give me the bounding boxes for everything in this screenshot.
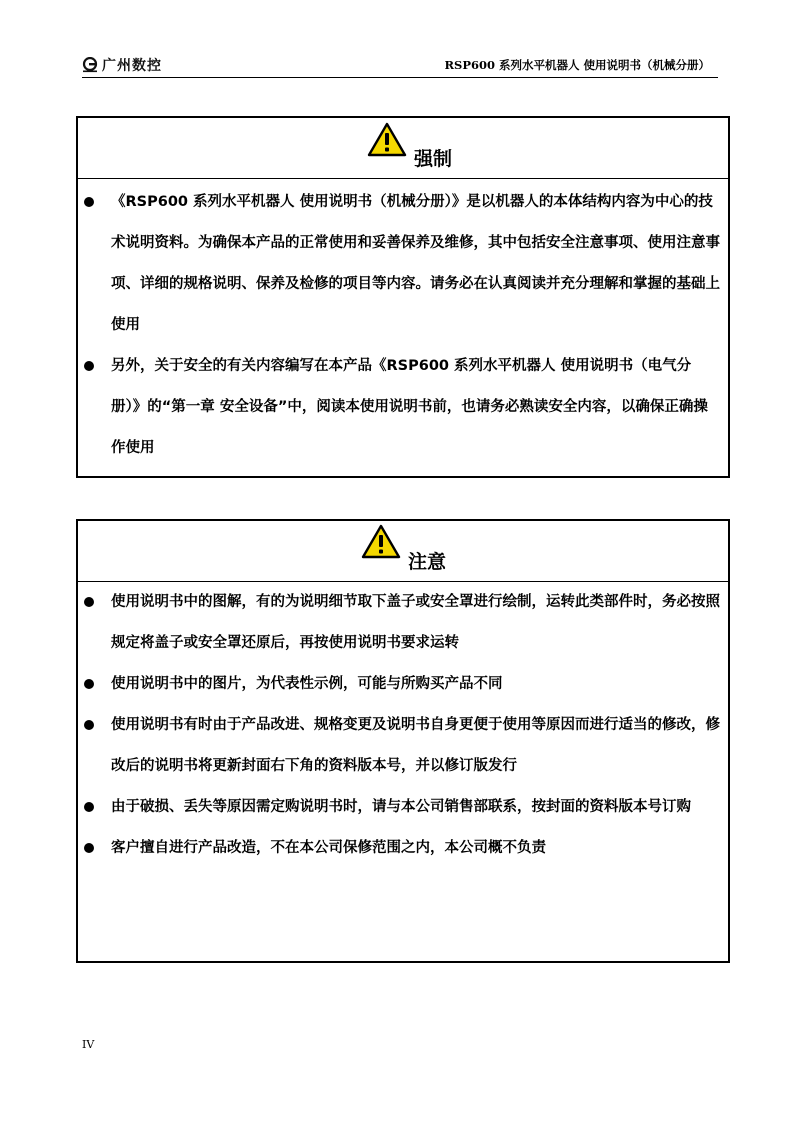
bullet-icon <box>84 361 94 371</box>
list-item <box>78 705 720 787</box>
warning-triangle-icon <box>367 122 407 158</box>
bullet-icon <box>84 720 94 730</box>
mandatory-notice-box <box>76 116 730 478</box>
logo-text: 广州数控 <box>102 58 162 74</box>
bullet-icon <box>84 843 94 853</box>
bullet-icon <box>84 802 94 812</box>
page-number: IV <box>82 1038 95 1051</box>
page-header <box>82 52 718 78</box>
list-item-text: 使用说明书中的图片，为代表性示例，可能与所购买产品不同 <box>111 676 503 692</box>
list-item <box>78 828 720 869</box>
company-logo <box>82 56 162 74</box>
caution-notice-box <box>76 519 730 963</box>
warning-triangle-icon <box>361 524 401 560</box>
list-item-text: 另外，关于安全的有关内容编写在本产品《RSP600 系列水平机器人 使用说明书（电气分册）》的“第一章 安全设备”中，阅读本使用说明书前，也请务必熟读安全内容，以确保正确操作使用 <box>111 358 708 456</box>
document-title: RSP600 系列水平机器人 使用说明书（机械分册） <box>444 58 710 72</box>
mandatory-header <box>78 118 728 179</box>
mandatory-title: 强制 <box>414 148 453 170</box>
bullet-icon <box>84 197 94 207</box>
list-item <box>78 787 720 828</box>
list-item <box>78 346 720 469</box>
caution-title: 注意 <box>408 551 447 573</box>
bullet-icon <box>84 597 94 607</box>
list-item-text: 使用说明书中的图解，有的为说明细节取下盖子或安全罩进行绘制，运转此类部件时，务必按照规定将盖子或安全罩还原后，再按使用说明书要求运转 <box>111 594 720 651</box>
list-item <box>78 664 720 705</box>
list-item-text: 《RSP600 系列水平机器人 使用说明书（机械分册）》是以机器人的本体结构内容为中心的技术说明资料。为确保本产品的正常使用和妥善保养及维修，其中包括安全注意事项、使用注意事项、详细的规格说明、保养及检修的项目等内容。请务必在认真阅读并充分理解和掌握的基础上使用 <box>111 194 720 333</box>
bullet-icon <box>84 679 94 689</box>
list-item-text: 由于破损、丢失等原因需定购说明书时，请与本公司销售部联系，按封面的资料版本号订购 <box>111 799 691 815</box>
header-divider <box>82 77 718 78</box>
list-item <box>78 582 720 664</box>
gsk-logo-icon <box>82 57 98 73</box>
list-item-text: 使用说明书有时由于产品改进、规格变更及说明书自身更便于使用等原因而进行适当的修改，修改后的说明书将更新封面右下角的资料版本号，并以修订版发行 <box>111 717 720 774</box>
mandatory-list <box>78 182 728 469</box>
list-item-text: 客户擅自进行产品改造，不在本公司保修范围之内，本公司概不负责 <box>111 840 546 856</box>
caution-list <box>78 582 728 869</box>
list-item <box>78 182 720 346</box>
caution-header <box>78 521 728 582</box>
